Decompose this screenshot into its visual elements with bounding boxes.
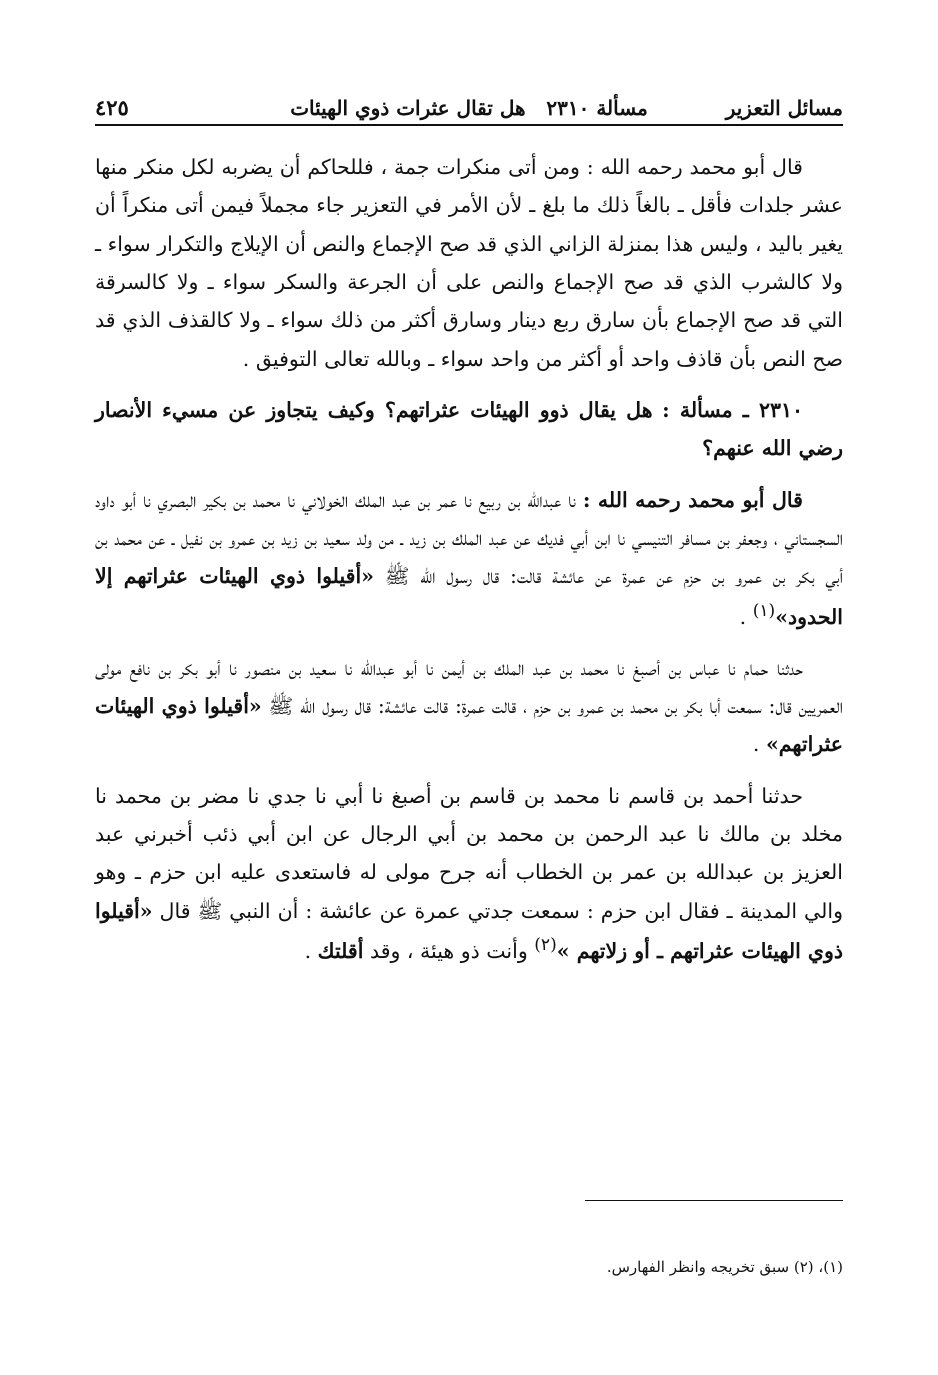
isnad-3: حدثنا أحمد بن قاسم نا محمد بن قاسم بن أصبغ نا أبي نا جدي نا مضر بن محمد نا مخلد بن مالك نا عبد الرحمن بن محمد بن أبي الرجال عن ابن أبي ذئب أخبرني عبد العزيز بن عبدالله بن عمر بن الخطاب أنه جرح مولى له فاستعدى عليه ابن حزم ـ وهو والي المدينة ـ فقال ابن حزم : سمعت جدتي عمرة عن عائشة : أن النبي ﷺ قال	[95, 783, 843, 923]
paragraph-2	[95, 391, 843, 468]
chapter-title: مسائل التعزير	[725, 96, 843, 120]
paragraph-4	[95, 649, 843, 764]
masala-number: مسألة ٢٣١٠	[546, 96, 648, 120]
footnote-ref-1: (١)	[752, 600, 776, 621]
hadith-quote-3: «أقيلوا ذوي الهيئات عثراتهم ـ أو زلاتهم »	[95, 898, 843, 963]
footnote: (١)، (٢) سبق تخريجه وانظر الفهارس.	[606, 1258, 843, 1276]
page-number: ٤٢٥	[95, 95, 129, 120]
running-header	[95, 86, 843, 126]
paragraph-5-mid: وأنت ذو هيئة ، وقد	[363, 938, 535, 963]
paragraph-3	[95, 481, 843, 636]
masala-title: هل تقال عثرات ذوي الهيئات	[290, 96, 526, 120]
main-text	[95, 148, 843, 983]
isnad-1: نا عبدالله بن ربيع نا عمر بن عبد الملك الخولاني نا محمد بن بكير البصري نا أبو داود السجستاني ، وجعفر بن مسافر التنيسي نا ابن أبي فديك عن عبد الملك بن زيد ـ من ولد سعيد بن زيد بن عمرو بن نفيل ـ عن محمد بن أبي بكر بن عمرو بن حزم عن عمرة عن عائشة قالت: قال رسول الله ﷺ	[95, 487, 843, 589]
paragraph-5-end: .	[304, 938, 318, 963]
footnote-divider	[585, 1200, 843, 1201]
paragraph-5-bold-end: أقلتك	[317, 938, 364, 963]
masala-label: ٢٣١٠ ـ مسألة :	[662, 397, 803, 422]
masala-question: هل يقال ذوو الهيئات عثراتهم؟ وكيف يتجاوز عن مسيء الأنصار رضي الله عنهم؟	[95, 397, 843, 461]
hadith-quote-1: «أقيلوا ذوي الهيئات عثراتهم إلا الحدود»	[95, 564, 843, 629]
paragraph-4-end: .	[752, 732, 766, 757]
paragraph-5	[95, 777, 843, 970]
paragraph-3-end: .	[739, 604, 753, 629]
paragraph-1: قال أبو محمد رحمه الله : ومن أتى منكرات جمة ، فللحاكم أن يضربه لكل منكر منها عشر جلدات فأقل ـ بالغاً ذلك ما بلغ ـ لأن الأمر في التعزير جاء مجملاً فيمن أتى منكراً أن يغير باليد ، وليس هذا بمنزلة الزاني الذي قد صح الإجماع والنص أن الإيلاج والتكرار سواء ـ ولا كالشرب الذي قد صح الإجماع والنص على أن الجرعة والسكر سواء ـ ولا كالسرقة التي قد صح الإجماع بأن سارق ربع دينار وسارق أكثر من ذلك سواء ـ ولا كالقذف الذي قد صح النص بأن قاذف واحد أو أكثر من واحد سواء ـ وبالله تعالى التوفيق .	[95, 155, 843, 371]
author-intro: قال أبو محمد رحمه الله :	[582, 487, 803, 512]
hadith-quote-2: «أقيلوا ذوي الهيئات عثراتهم»	[95, 694, 843, 757]
isnad-2: حدثنا حمام نا عباس بن أصبغ نا محمد بن عبد الملك بن أيمن نا أبو عبدالله نا سعيد بن منصور نا أبو بكر بن نافع مولى العمريين قال: سمعت أبا بكر بن محمد بن عمرو بن حزم ، قالت عمرة: قالت عائشة: قال رسول الله ﷺ	[95, 655, 843, 719]
footnote-ref-2: (٢)	[534, 935, 557, 956]
